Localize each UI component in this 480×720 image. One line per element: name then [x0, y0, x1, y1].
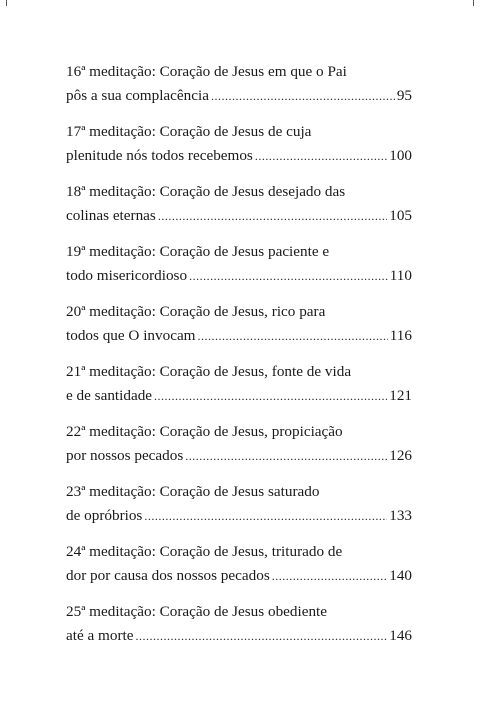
toc-entry-title: 20ª meditação: Coração de Jesus, rico para [66, 303, 326, 320]
toc-entry-continuation [66, 204, 412, 228]
toc-entry-continuation [66, 324, 412, 348]
page-number: 146 [389, 627, 412, 644]
toc-entry-continuation [66, 504, 412, 528]
dot-leader [158, 204, 387, 228]
toc-entry [66, 480, 412, 540]
page-number: 140 [389, 567, 412, 584]
page-number: 105 [389, 207, 412, 224]
toc-entry [66, 240, 412, 300]
toc-entry-title: 22ª meditação: Coração de Jesus, propiciação [66, 423, 343, 440]
toc-entry-title-end: colinas eternas [66, 207, 156, 224]
toc-entry-continuation [66, 564, 412, 588]
toc-entry [66, 600, 412, 660]
toc-entry [66, 120, 412, 180]
toc-entry-title: 17ª meditação: Coração de Jesus de cuja [66, 123, 312, 140]
page-number: 126 [389, 447, 412, 464]
toc-entry-title-end: até a morte [66, 627, 134, 644]
toc-entry-continuation [66, 264, 412, 288]
toc-entry-title-end: pôs a sua complacência [66, 87, 209, 104]
dot-leader [189, 264, 388, 288]
toc-entry [66, 360, 412, 420]
page-number: 95 [396, 87, 412, 104]
dot-leader [272, 564, 387, 588]
dot-leader [198, 324, 388, 348]
toc-entry [66, 540, 412, 600]
toc-entry-continuation [66, 384, 412, 408]
toc-entry-title: 16ª meditação: Coração de Jesus em que o Pai [66, 63, 347, 80]
toc-entry-title: 23ª meditação: Coração de Jesus saturado [66, 483, 320, 500]
toc-entry-title: 18ª meditação: Coração de Jesus desejado das [66, 183, 346, 200]
toc-entry [66, 300, 412, 360]
toc-entry-title-end: de opróbrios [66, 507, 143, 524]
toc-entry [66, 180, 412, 240]
toc-entry-continuation [66, 624, 412, 648]
crop-mark-left [6, 0, 7, 6]
toc-entry [66, 420, 412, 480]
page-number: 121 [389, 387, 412, 404]
toc-entry-title-end: dor por causa dos nossos pecados [66, 567, 270, 584]
toc-entry-continuation [66, 84, 412, 108]
dot-leader [185, 444, 387, 468]
dot-leader [154, 384, 387, 408]
crop-mark-right [473, 0, 474, 6]
page-number: 100 [389, 147, 412, 164]
toc-entry-title: 19ª meditação: Coração de Jesus paciente e [66, 243, 330, 260]
page-number: 110 [389, 267, 412, 284]
toc-entry-title: 21ª meditação: Coração de Jesus, fonte de vida [66, 363, 352, 380]
toc-entry-title-end: todo misericordioso [66, 267, 188, 284]
dot-leader [255, 144, 387, 168]
dot-leader [135, 624, 387, 648]
dot-leader [144, 504, 387, 528]
page-number: 133 [389, 507, 412, 524]
toc-entry-title: 24ª meditação: Coração de Jesus, triturado de [66, 543, 343, 560]
toc-entry-continuation [66, 144, 412, 168]
toc-entry [66, 60, 412, 120]
dot-leader [211, 84, 395, 108]
toc-entry-title-end: por nossos pecados [66, 447, 184, 464]
toc-entry-continuation [66, 444, 412, 468]
toc-entry-title-end: plenitude nós todos recebemos [66, 147, 253, 164]
toc-entry-title-end: e de santidade [66, 387, 153, 404]
toc-entry-title: 25ª meditação: Coração de Jesus obediente [66, 603, 328, 620]
table-of-contents [66, 60, 412, 660]
toc-entry-title-end: todos que O invocam [66, 327, 196, 344]
page-number: 116 [389, 327, 412, 344]
